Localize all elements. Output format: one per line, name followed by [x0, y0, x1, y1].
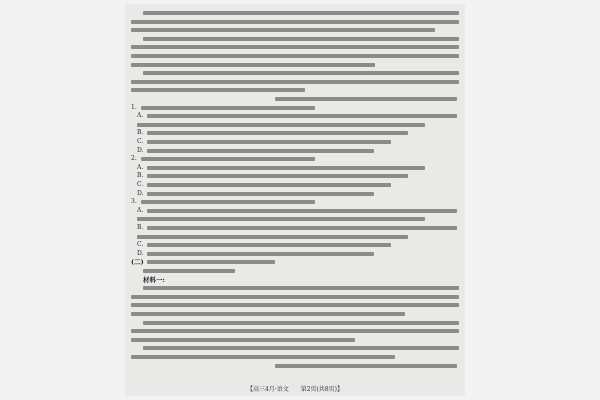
text-line	[131, 295, 459, 299]
text-line	[147, 174, 408, 178]
question-number: 2.	[131, 155, 137, 163]
option-letter: A.	[137, 163, 144, 171]
text-line	[147, 260, 275, 264]
option-letter: B.	[137, 172, 144, 180]
answer-option	[125, 225, 465, 231]
footer-grade: 【高三4月·语文	[246, 386, 289, 393]
text-line	[131, 312, 405, 316]
text-line	[137, 123, 425, 127]
question-stem	[125, 156, 465, 162]
passage-line	[125, 294, 465, 300]
passage-line	[125, 10, 465, 16]
page-footer	[125, 386, 465, 394]
text-line	[143, 286, 459, 290]
answer-option	[125, 191, 465, 197]
text-line	[147, 209, 457, 213]
text-line	[141, 106, 315, 110]
text-line	[147, 140, 391, 144]
passage-line	[125, 320, 465, 326]
text-line	[141, 200, 315, 204]
text-line	[147, 192, 374, 196]
source-line	[275, 97, 457, 101]
text-line	[137, 235, 408, 239]
text-line	[143, 37, 459, 41]
text-line	[131, 329, 459, 333]
text-line	[143, 11, 459, 15]
passage-line	[125, 337, 465, 343]
text-line	[143, 71, 459, 75]
text-line	[131, 28, 435, 32]
passage-line	[125, 354, 465, 360]
option-letter: D.	[137, 189, 144, 197]
text-line	[137, 217, 425, 221]
answer-option	[125, 234, 465, 240]
material-label: 材料一:	[143, 275, 165, 284]
footer-page: 第2页(共8页)】	[300, 386, 344, 393]
text-line	[131, 20, 459, 24]
text-line	[131, 63, 375, 67]
option-letter: C.	[137, 241, 144, 249]
passage-line	[125, 70, 465, 76]
answer-option	[125, 113, 465, 119]
text-line	[131, 80, 459, 84]
answer-option	[125, 139, 465, 145]
passage-line	[125, 27, 465, 33]
answer-option	[125, 165, 465, 171]
text-line	[147, 226, 457, 230]
source-line	[275, 364, 457, 368]
section-instruction	[125, 268, 465, 274]
question-number: 1.	[131, 103, 137, 111]
passage-line	[125, 62, 465, 68]
passage-source	[125, 96, 465, 102]
answer-option	[125, 130, 465, 136]
option-letter: D.	[137, 249, 144, 257]
option-letter: A.	[137, 112, 144, 120]
passage-line	[125, 311, 465, 317]
text-line	[147, 183, 391, 187]
answer-option	[125, 148, 465, 154]
text-line	[141, 157, 315, 161]
answer-option	[125, 208, 465, 214]
option-letter: B.	[137, 224, 144, 231]
answer-option	[125, 173, 465, 179]
passage-line	[125, 328, 465, 334]
text-line	[143, 346, 459, 350]
section-heading	[125, 259, 465, 265]
text-line	[131, 54, 459, 58]
option-letter: C.	[137, 138, 144, 145]
question-number: 3.	[131, 198, 137, 206]
answer-option	[125, 182, 465, 188]
question-stem	[125, 105, 465, 111]
answer-option	[125, 216, 465, 222]
passage-line	[125, 302, 465, 308]
text-line	[131, 88, 305, 92]
text-line	[131, 45, 459, 49]
passage-line	[125, 44, 465, 50]
text-line	[131, 338, 355, 342]
text-line	[147, 243, 391, 247]
text-line	[147, 131, 408, 135]
option-letter: D.	[137, 146, 144, 154]
question-stem	[125, 199, 465, 205]
passage-line	[125, 87, 465, 93]
material-source	[125, 363, 465, 369]
text-line	[131, 303, 459, 307]
option-letter: B.	[137, 129, 144, 137]
passage-line	[125, 36, 465, 42]
text-line	[131, 355, 395, 359]
passage-line	[125, 19, 465, 25]
text-line	[147, 166, 425, 170]
section-number: (二)	[131, 258, 144, 267]
answer-option	[125, 122, 465, 128]
option-letter: C.	[137, 181, 144, 188]
text-line	[147, 114, 457, 118]
exam-page	[125, 4, 465, 396]
material-heading	[125, 277, 465, 283]
answer-option	[125, 242, 465, 248]
text-line	[147, 149, 374, 153]
option-letter: A.	[137, 206, 144, 214]
passage-line	[125, 79, 465, 85]
passage-line	[125, 53, 465, 59]
text-line	[143, 269, 235, 273]
answer-option	[125, 251, 465, 257]
passage-line	[125, 285, 465, 291]
passage-line	[125, 345, 465, 351]
text-line	[143, 321, 459, 325]
text-line	[147, 252, 374, 256]
